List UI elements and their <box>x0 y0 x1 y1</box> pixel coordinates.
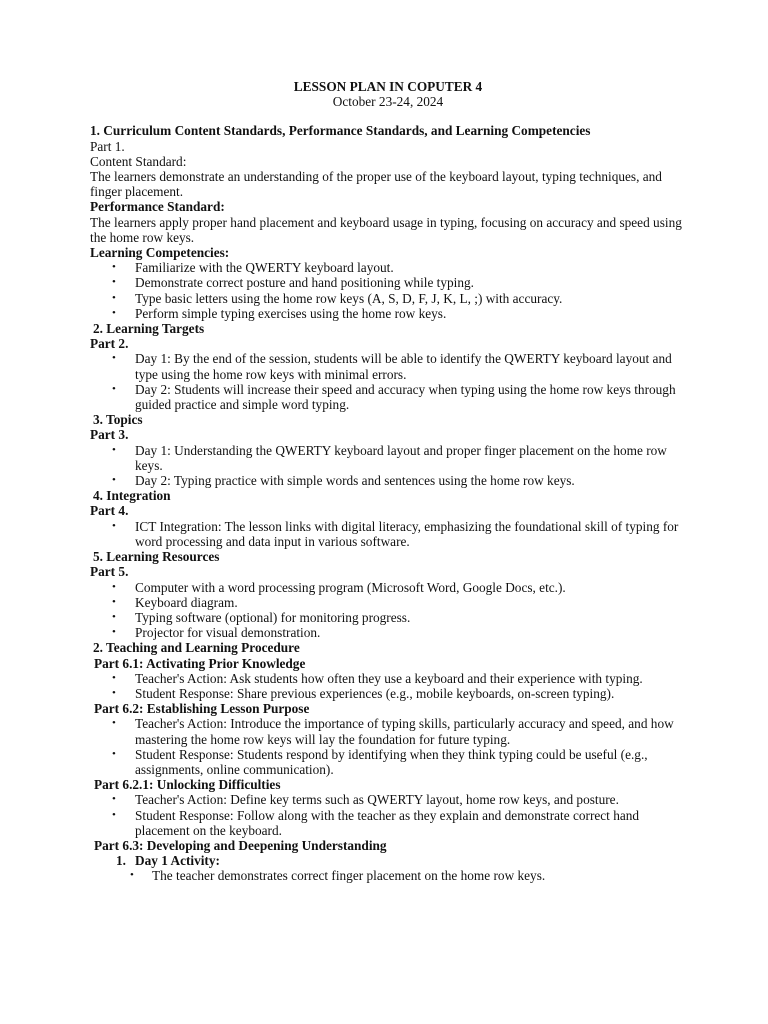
numbered-item <box>90 853 686 868</box>
section-1-heading: 1. Curriculum Content Standards, Performance Standards, and Learning Competencies <box>90 123 591 139</box>
list-item-text: Day 1: Understanding the QWERTY keyboard layout and proper finger placement on the home row keys. <box>135 442 667 473</box>
list-item-text: Student Response: Follow along with the teacher as they explain and demonstrate correct hand placement on the keyboard. <box>135 807 640 838</box>
document-page <box>90 79 686 884</box>
part-6-2-list <box>90 716 686 777</box>
list-item-text: Teacher's Action: Ask students how often they use a keyboard and their experience with typing. <box>135 670 643 686</box>
bullet-icon: • <box>112 610 116 623</box>
list-item <box>90 625 686 640</box>
part-6-2-1-list <box>90 792 686 838</box>
list-item-text: Demonstrate correct posture and hand positioning while typing. <box>135 275 474 291</box>
list-item-text: Student Response: Students respond by identifying when they think typing could be useful (e.g., assignments, online communication). <box>135 746 648 777</box>
section-4-part: Part 4. <box>90 503 129 519</box>
bullet-icon: • <box>112 261 116 274</box>
list-item-text: Student Response: Share previous experiences (e.g., mobile keyboards, on-screen typing). <box>135 685 615 701</box>
section-4-heading: 4. Integration <box>93 488 171 504</box>
section-3-part: Part 3. <box>90 427 129 443</box>
bullet-icon: • <box>112 352 116 365</box>
bullet-icon: • <box>112 306 116 319</box>
section-6-heading: 2. Teaching and Learning Procedure <box>93 640 300 656</box>
list-item <box>90 686 686 701</box>
list-item <box>90 291 686 306</box>
list-item <box>90 808 686 838</box>
resources-list <box>90 580 686 641</box>
document-title: LESSON PLAN IN COPUTER 4 <box>293 79 483 94</box>
list-item <box>90 747 686 777</box>
learning-targets-list <box>90 351 686 412</box>
bullet-icon: • <box>112 382 116 395</box>
bullet-icon: • <box>130 869 134 882</box>
list-item <box>90 580 686 595</box>
bullet-icon: • <box>112 717 116 730</box>
list-item-text: ICT Integration: The lesson links with digital literacy, emphasizing the foundational skill of typing for word processing and data input in various software. <box>135 518 679 549</box>
content-standard-text: The learners demonstrate an understanding of the proper use of the keyboard layout, typing techniques, and finger placement. <box>90 169 662 200</box>
list-item-text: Keyboard diagram. <box>135 594 238 610</box>
topics-list <box>90 443 686 489</box>
item-number: 1. <box>116 853 126 869</box>
content-standard-label: Content Standard: <box>90 153 187 169</box>
list-item <box>90 275 686 290</box>
part-6-2-1-heading: Part 6.2.1: Unlocking Difficulties <box>94 777 281 793</box>
list-item <box>90 610 686 625</box>
bullet-icon: • <box>112 443 116 456</box>
bullet-icon: • <box>112 580 116 593</box>
list-item <box>90 716 686 746</box>
bullet-icon: • <box>112 671 116 684</box>
bullet-icon: • <box>112 276 116 289</box>
bullet-icon: • <box>112 474 116 487</box>
part-6-1-heading: Part 6.1: Activating Prior Knowledge <box>94 655 306 671</box>
bullet-icon: • <box>112 747 116 760</box>
list-item <box>90 595 686 610</box>
list-item <box>90 671 686 686</box>
section-3-heading: 3. Topics <box>93 412 143 428</box>
part-6-1-list <box>90 671 686 701</box>
part-6-3-numbered-list <box>90 853 686 868</box>
section-1-part: Part 1. <box>90 138 125 154</box>
performance-standard-text: The learners apply proper hand placement and keyboard usage in typing, focusing on accuracy and speed using the home row keys. <box>90 214 682 245</box>
list-item-text: Type basic letters using the home row keys (A, S, D, F, J, K, L, ;) with accuracy. <box>135 290 563 306</box>
list-item-text: Computer with a word processing program (Microsoft Word, Google Docs, etc.). <box>135 579 566 595</box>
list-item-text: Typing software (optional) for monitoring progress. <box>135 609 411 625</box>
list-item <box>90 260 686 275</box>
bullet-icon: • <box>112 519 116 532</box>
bullet-icon: • <box>112 808 116 821</box>
list-item <box>90 473 686 488</box>
day-1-activity-list <box>90 868 686 883</box>
document-date: October 23-24, 2024 <box>332 94 444 110</box>
bullet-icon: • <box>112 626 116 639</box>
list-item-text: Day 2: Typing practice with simple words and sentences using the home row keys. <box>135 473 575 489</box>
section-5-part: Part 5. <box>90 564 129 580</box>
numbered-item-text: Day 1 Activity: <box>135 853 220 869</box>
list-item-text: Day 2: Students will increase their speed and accuracy when typing using the home row keys through guided practice and simple word typing. <box>135 381 676 413</box>
list-item <box>90 868 686 883</box>
list-item-text: Perform simple typing exercises using the home row keys. <box>135 305 447 321</box>
section-5-heading: 5. Learning Resources <box>93 549 220 565</box>
learning-competencies-label: Learning Competencies: <box>90 245 230 261</box>
competencies-list <box>90 260 686 321</box>
list-item-text: The teacher demonstrates correct finger placement on the home row keys. <box>152 868 546 884</box>
bullet-icon: • <box>112 686 116 699</box>
list-item <box>90 792 686 807</box>
list-item <box>90 306 686 321</box>
list-item-text: Day 1: By the end of the session, students will be able to identify the QWERTY keyboard layout and type using the home row keys with minimal errors. <box>135 351 672 382</box>
part-6-3-heading: Part 6.3: Developing and Deepening Understanding <box>94 837 387 853</box>
list-item-text: Projector for visual demonstration. <box>135 625 321 641</box>
list-item-text: Teacher's Action: Define key terms such as QWERTY layout, home row keys, and posture. <box>135 792 619 808</box>
bullet-icon: • <box>112 793 116 806</box>
performance-standard-label: Performance Standard: <box>90 199 225 215</box>
list-item-text: Familiarize with the QWERTY keyboard layout. <box>135 260 394 276</box>
list-item <box>90 519 686 549</box>
section-2-part: Part 2. <box>90 336 129 352</box>
integration-list <box>90 519 686 549</box>
list-item <box>90 382 686 412</box>
list-item-text: Teacher's Action: Introduce the importance of typing skills, particularly accuracy and speed, and how mastering the home row keys will lay the foundation for future typing. <box>135 716 674 747</box>
list-item <box>90 351 686 381</box>
section-2-heading: 2. Learning Targets <box>93 321 205 337</box>
bullet-icon: • <box>112 595 116 608</box>
list-item <box>90 443 686 473</box>
part-6-2-heading: Part 6.2: Establishing Lesson Purpose <box>94 701 310 717</box>
bullet-icon: • <box>112 291 116 304</box>
